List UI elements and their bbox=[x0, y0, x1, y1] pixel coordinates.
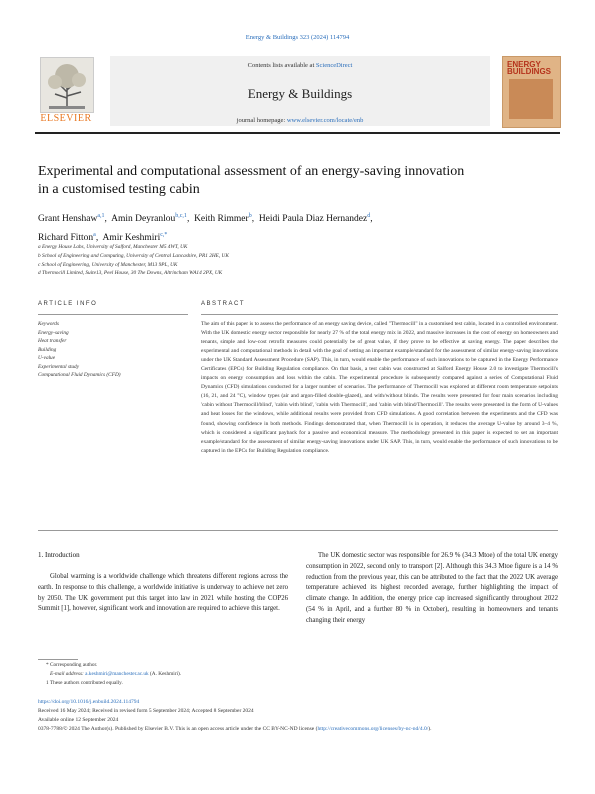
keyword: U-value bbox=[38, 355, 56, 361]
keyword: Experimental study bbox=[38, 363, 80, 370]
copyright-line: 0378-7788/© 2024 The Author(s). Published by Elsevier B.V. This is an open access article under the CC BY-NC-ND license (http://creativecommons.org/licenses/by-nc-nd/4.0/). bbox=[38, 726, 432, 732]
author[interactable]: Grant Henshaw$^{a,1}$ bbox=[38, 213, 105, 225]
contents-prefix: Contents lists available at bbox=[247, 62, 316, 69]
cover-graphic bbox=[509, 79, 553, 119]
homepage-line bbox=[110, 117, 490, 124]
available-online: Available online 12 September 2024 bbox=[38, 717, 119, 723]
author[interactable]: Keith Rimmer$^b$ bbox=[194, 213, 252, 225]
email-note: E-mail address: a.keshmiri@manchester.ac.uk (A. Keshmiri). bbox=[50, 671, 182, 677]
journal-title: Energy & Buildings bbox=[247, 86, 353, 101]
author[interactable]: Amir Keshmiri$^{c,*}$ bbox=[102, 232, 168, 244]
keyword: Building bbox=[38, 346, 57, 353]
license-link[interactable]: http://creativecommons.org/licenses/by-nc-nd/4.0/ bbox=[317, 726, 429, 732]
affiliation: d Thermocill Limited, Suite13, Peel House, 30 The Downs, Altrincham WA14 2PX, UK bbox=[38, 270, 223, 277]
abstract-heading: ABSTRACT bbox=[201, 301, 246, 307]
body-text-column-left: Global warming is a worldwide challenge which threatens different regions across the earth. In response to this challenge, a worldwide initiative is underway to achieve net zero by 2050. The UK government put this target into law in 2021 while hosting the COP26 Summit [1], however, significant work and innovation are required to achieve this target. bbox=[38, 573, 288, 613]
author[interactable]: Heidi Paula Diaz Hernandez$^d$ bbox=[258, 213, 371, 225]
keywords-label: Keywords bbox=[38, 321, 59, 327]
elsevier-wordmark: ELSEVIER bbox=[40, 113, 92, 124]
header-rule bbox=[35, 132, 560, 134]
abstract-text: The aim of this paper is to assess the performance of an energy saving device, called "Thermocill" in a customised test cabin, located in a controlled environment. With the UK domestic energy sector responsible for nearly 27 % of the total energy mix in 2022, and massive increases in the cost of energy on homeowners and tenants, simple and low-cost retrofit measures could potentially be of great value, if they prove to be effective at saving energy. The paper describes the experimental and computational methods in detail with the goal of setting an important example/standard for the assessment of similar energy-saving innovations under the UK Standard Assessment Procedure (SAP). This, in turn, would enable the performance of such innovations to be captured in the Energy Performance Certificates (EPCs) for Building Regulation compliance. On that basis, a test cabin was constructed at Salford Energy House 2.0 to investigate Thermocill's impacts on energy consumption and loss within the cabin. The experimental procedure is subsequently compared against a series of Computational Fluid Dynamics (CFD) simulations conducted for a larger number of scenarios. The performance of Thermocill was explored at different room temperature setpoints (16, 21, and 24 °C), window types (air and argon-filled double-glazed), and with/without blinds. The results were presented for four main scenarios including 'cabin without Thermocill/blind', 'cabin with blind', 'cabin with Thermocill', and 'cabin with blind/Thermocill'. The results were presented in the form of U-values and heat losses for the windows, while additional results were provided from CFD simulations. A good correlation between the experiments and the CFD was found, showing confidence in both methods. Findings demonstrated that, when Thermocill is in operation, it reduces the average U-value by around 3–4 %, which is considered a significant payback for a passive and economical measure. The methodology presented in this paper is expected to set an important example/standard for the assessment of similar energy-saving innovations under UK SAP. This, in turn, would enable the performance of such innovations to be captured in the EPCs for Building Regulation compliance. bbox=[201, 321, 558, 454]
footnote-rule bbox=[38, 659, 78, 660]
divider bbox=[38, 530, 558, 531]
homepage-prefix: journal homepage: bbox=[236, 117, 287, 124]
body-text-column-right: The UK domestic sector was responsible for 26.9 % (34.3 Mtoe) of the total UK energy consumption in 2022, second only to transport [2]. Although this 34.3 Mtoe figure is a 14 % reduction from the previous year, this can be attributed to the fact that the 2022 UK average temperature achieved its highest recorded average, further highlighting the impact of climate change. In addition, the energy price cap increased significantly throughout 2022 (54 % in April, and a further 80 % in October), resulting in homeowners and tenants changing their energy bbox=[306, 552, 558, 624]
keyword: Heat transfer bbox=[38, 338, 67, 344]
affiliations bbox=[38, 243, 558, 278]
journal-cover-image bbox=[502, 56, 561, 128]
footnotes bbox=[38, 661, 338, 688]
keywords-list bbox=[38, 320, 188, 380]
article-title: Experimental and computational assessment of an energy-saving innovation in a customised testing cabin bbox=[38, 164, 465, 197]
contents-line bbox=[110, 62, 490, 69]
sciencedirect-link[interactable]: ScienceDirect bbox=[315, 62, 353, 69]
author-list: Grant Henshaw$^{a,1}$, Amin Deyranlou$^{b,c,1}$, Keith Rimmer$^b$, Heidi Paula Diaz Hernandez$^d$, Richard Fitton$^a$, Amir Keshmiri$^{c,*}$ bbox=[38, 213, 373, 244]
cover-title: ENERGY BUILDINGS bbox=[507, 60, 551, 76]
elsevier-logo bbox=[36, 55, 96, 126]
doi-link[interactable]: https://doi.org/10.1016/j.enbuild.2024.114794 bbox=[38, 699, 140, 705]
section-heading: 1. Introduction bbox=[38, 551, 80, 559]
affiliation: a Energy House Labs, University of Salford, Manchester M5 4WT, UK bbox=[38, 244, 188, 250]
affiliation: b School of Engineering and Computing, University of Central Lancashire, PR1 2HE, UK bbox=[38, 252, 229, 259]
author[interactable]: Amin Deyranlou$^{b,c,1}$ bbox=[111, 213, 187, 225]
keyword: Energy-saving bbox=[38, 329, 69, 336]
corresponding-note: * Corresponding author. bbox=[46, 662, 98, 668]
received-dates: Received 16 May 2024; Received in revised form 5 September 2024; Accepted 8 September 2024 bbox=[38, 708, 254, 714]
article-info-heading: ARTICLE INFO bbox=[38, 301, 98, 307]
equal-contribution-note: 1 These authors contributed equally. bbox=[46, 680, 123, 686]
journal-reference[interactable]: Energy & Buildings 323 (2024) 114794 bbox=[245, 34, 350, 41]
divider bbox=[201, 314, 558, 315]
elsevier-tree-icon bbox=[40, 57, 94, 113]
publication-info bbox=[38, 698, 558, 734]
divider bbox=[38, 314, 188, 315]
homepage-link[interactable]: www.elsevier.com/locate/enb bbox=[286, 117, 364, 124]
author[interactable]: Richard Fitton$^a$ bbox=[38, 232, 96, 244]
keyword: Computational Fluid Dynamics (CFD) bbox=[38, 372, 121, 378]
email-link[interactable]: a.keshmiri@manchester.ac.uk bbox=[85, 671, 149, 677]
affiliation: c School of Engineering, University of Manchester, M13 9PL, UK bbox=[38, 261, 178, 268]
